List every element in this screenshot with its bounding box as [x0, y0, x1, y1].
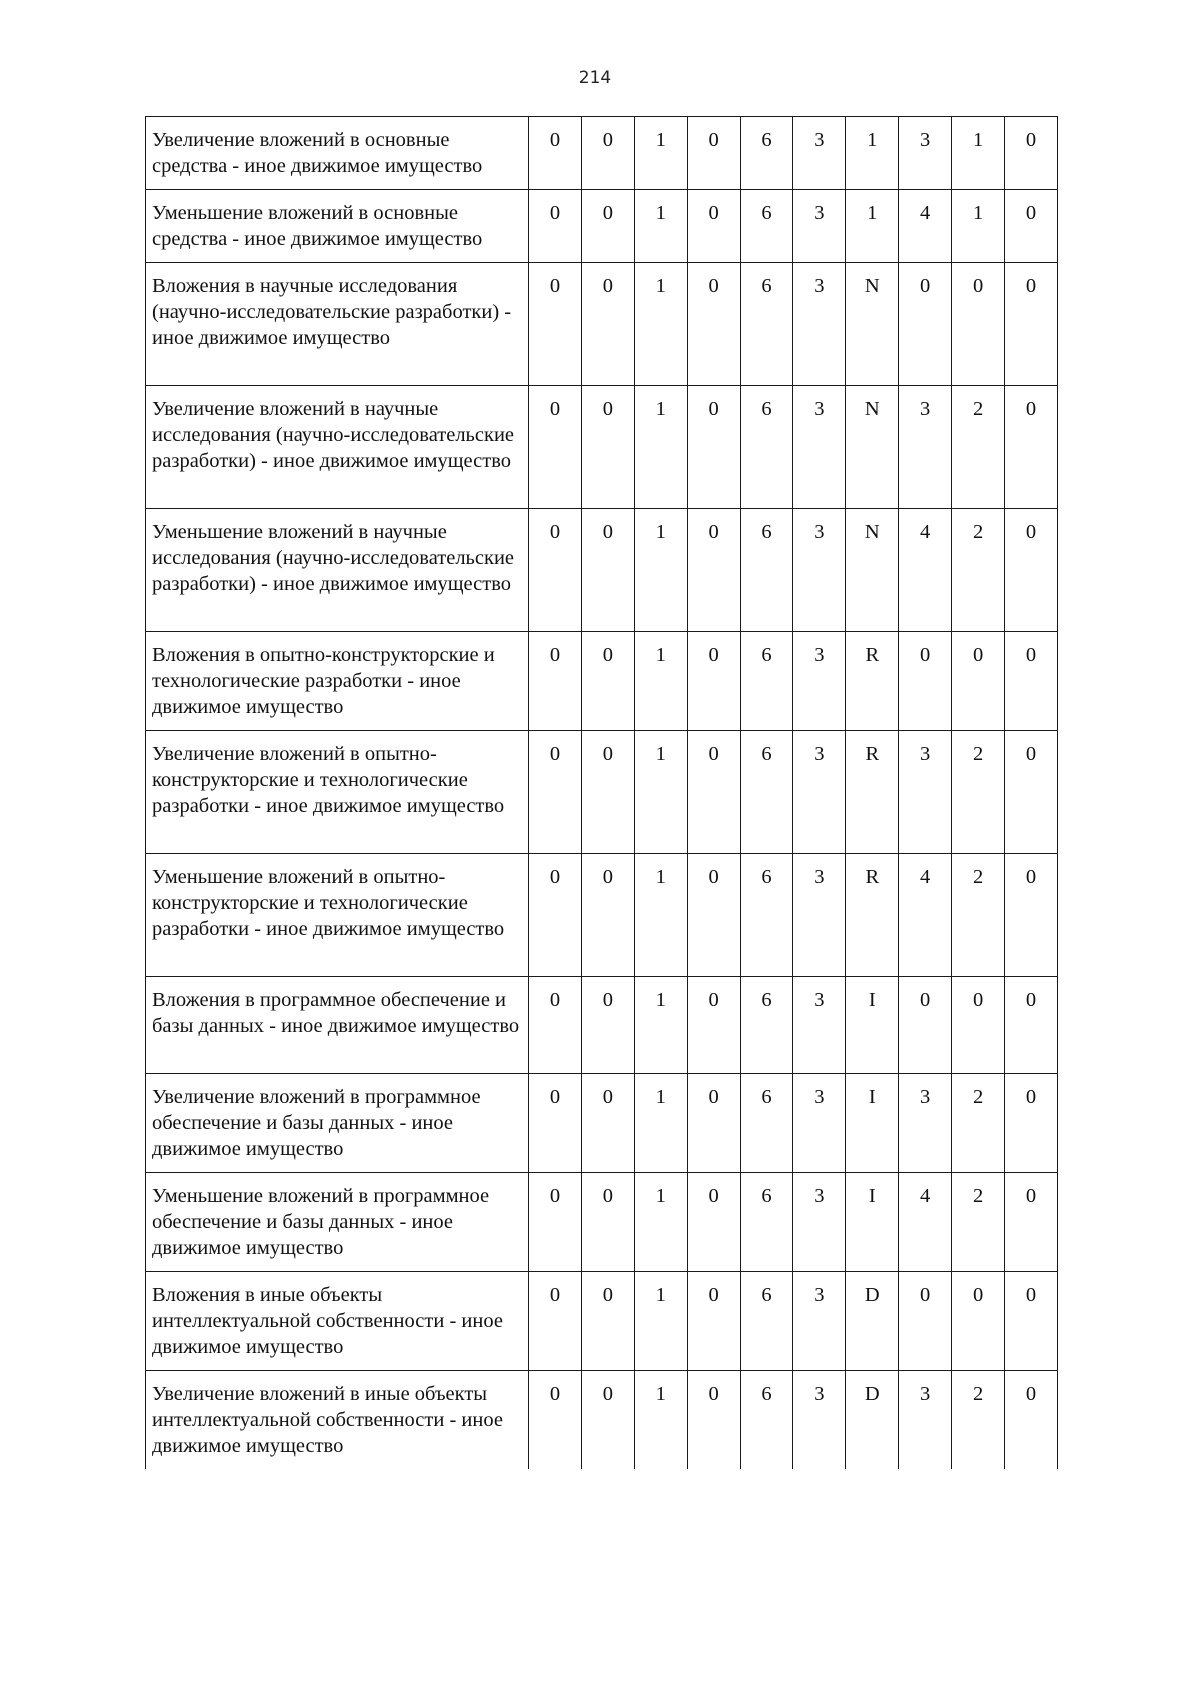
code-digit-cell: 0	[529, 386, 582, 509]
code-digit-cell: 0	[529, 1272, 582, 1371]
code-digit-cell: 0	[952, 632, 1005, 731]
code-digit-cell: 0	[529, 1371, 582, 1470]
code-digit-cell: 3	[899, 731, 952, 854]
code-digit-cell: 2	[952, 509, 1005, 632]
code-digit-cell: 0	[581, 1074, 634, 1173]
code-digit-cell: 0	[687, 854, 740, 977]
code-digit-cell: 1	[634, 1074, 687, 1173]
code-digit-cell: 0	[899, 632, 952, 731]
code-digit-cell: 0	[687, 731, 740, 854]
code-digit-cell: 3	[899, 1371, 952, 1470]
code-digit-cell: 2	[952, 1173, 1005, 1272]
code-digit-cell: 0	[687, 632, 740, 731]
code-digit-cell: 1	[634, 1371, 687, 1470]
code-digit-cell: 0	[529, 1173, 582, 1272]
row-name-cell: Увеличение вложений в основные средства - иное движимое имущество	[146, 117, 529, 190]
code-digit-cell: 1	[634, 117, 687, 190]
code-digit-cell: 2	[952, 731, 1005, 854]
code-digit-cell: R	[846, 854, 899, 977]
code-digit-cell: 1	[634, 1173, 687, 1272]
code-digit-cell: 4	[899, 509, 952, 632]
code-digit-cell: 0	[952, 977, 1005, 1074]
code-digit-cell: 0	[529, 1074, 582, 1173]
code-digit-cell: 0	[581, 263, 634, 386]
code-digit-cell: 6	[740, 632, 793, 731]
table-row	[146, 386, 1058, 509]
code-digit-cell: 6	[740, 1074, 793, 1173]
code-digit-cell: 3	[793, 190, 846, 263]
code-digit-cell: 0	[529, 731, 582, 854]
row-name-cell: Вложения в иные объекты интеллектуальной собственности - иное движимое имущество	[146, 1272, 529, 1371]
code-digit-cell: 0	[581, 632, 634, 731]
code-digit-cell: 0	[687, 1272, 740, 1371]
code-digit-cell: 1	[952, 190, 1005, 263]
code-digit-cell: 0	[687, 977, 740, 1074]
code-digit-cell: 0	[1005, 509, 1058, 632]
code-digit-cell: 0	[1005, 1074, 1058, 1173]
row-name-cell: Уменьшение вложений в опытно-конструкторские и технологические разработки - иное движимое имущество	[146, 854, 529, 977]
code-digit-cell: 3	[793, 1371, 846, 1470]
code-digit-cell: 0	[687, 1074, 740, 1173]
page-number: 214	[578, 68, 612, 88]
table-row	[146, 977, 1058, 1074]
code-digit-cell: 1	[634, 977, 687, 1074]
code-digit-cell: 3	[793, 731, 846, 854]
code-digit-cell: 3	[899, 386, 952, 509]
code-digit-cell: 4	[899, 854, 952, 977]
code-digit-cell: 3	[793, 117, 846, 190]
code-digit-cell: N	[846, 509, 899, 632]
row-name-cell: Вложения в программное обеспечение и базы данных - иное движимое имущество	[146, 977, 529, 1074]
table-row	[146, 1173, 1058, 1272]
row-name-cell: Вложения в опытно-конструкторские и технологические разработки - иное движимое имущество	[146, 632, 529, 731]
code-digit-cell: 0	[1005, 731, 1058, 854]
code-digit-cell: 0	[529, 190, 582, 263]
row-name-cell: Вложения в научные исследования (научно-исследовательские разработки) - иное движимое имущество	[146, 263, 529, 386]
code-digit-cell: 0	[529, 509, 582, 632]
code-digit-cell: 6	[740, 854, 793, 977]
code-digit-cell: 0	[581, 509, 634, 632]
code-digit-cell: 1	[634, 854, 687, 977]
code-digit-cell: 3	[793, 386, 846, 509]
code-digit-cell: 0	[899, 263, 952, 386]
code-digit-cell: 0	[529, 977, 582, 1074]
code-digit-cell: 1	[634, 1272, 687, 1371]
code-digit-cell: 0	[899, 977, 952, 1074]
code-digit-cell: 0	[1005, 854, 1058, 977]
code-digit-cell: 3	[793, 263, 846, 386]
code-digit-cell: 0	[581, 117, 634, 190]
code-digit-cell: 0	[529, 263, 582, 386]
code-digit-cell: 0	[899, 1272, 952, 1371]
table-body	[146, 117, 1058, 1470]
table-row	[146, 117, 1058, 190]
table-row	[146, 854, 1058, 977]
table-row	[146, 190, 1058, 263]
code-digit-cell: 6	[740, 386, 793, 509]
code-digit-cell: 6	[740, 190, 793, 263]
code-digit-cell: 0	[687, 263, 740, 386]
code-digit-cell: 0	[529, 632, 582, 731]
code-digit-cell: 3	[793, 509, 846, 632]
table-row	[146, 509, 1058, 632]
code-digit-cell: 0	[581, 854, 634, 977]
code-digit-cell: 3	[793, 1272, 846, 1371]
row-name-cell: Увеличение вложений в иные объекты интеллектуальной собственности - иное движимое имущество	[146, 1371, 529, 1470]
code-digit-cell: 0	[1005, 632, 1058, 731]
code-digit-cell: I	[846, 977, 899, 1074]
code-digit-cell: 6	[740, 1173, 793, 1272]
code-digit-cell: 0	[581, 1173, 634, 1272]
code-digit-cell: 1	[634, 263, 687, 386]
code-digit-cell: 0	[952, 1272, 1005, 1371]
table-row	[146, 632, 1058, 731]
code-digit-cell: 6	[740, 977, 793, 1074]
code-digit-cell: N	[846, 263, 899, 386]
code-digit-cell: 1	[846, 190, 899, 263]
code-digit-cell: 4	[899, 1173, 952, 1272]
code-digit-cell: 0	[1005, 386, 1058, 509]
code-digit-cell: 6	[740, 731, 793, 854]
row-name-cell: Уменьшение вложений в научные исследования (научно-исследовательские разработки) - иное движимое имущество	[146, 509, 529, 632]
code-digit-cell: 3	[899, 117, 952, 190]
code-digit-cell: D	[846, 1272, 899, 1371]
code-digit-cell: 0	[687, 190, 740, 263]
code-digit-cell: 0	[1005, 190, 1058, 263]
code-digit-cell: 2	[952, 854, 1005, 977]
code-digit-cell: 3	[793, 1074, 846, 1173]
code-digit-cell: 2	[952, 1074, 1005, 1173]
code-digit-cell: 1	[634, 632, 687, 731]
code-digit-cell: 0	[687, 1173, 740, 1272]
code-digit-cell: 1	[634, 731, 687, 854]
code-digit-cell: 0	[1005, 1173, 1058, 1272]
row-name-cell: Уменьшение вложений в программное обеспечение и базы данных - иное движимое имущество	[146, 1173, 529, 1272]
code-digit-cell: I	[846, 1074, 899, 1173]
row-name-cell: Уменьшение вложений в основные средства - иное движимое имущество	[146, 190, 529, 263]
code-digit-cell: N	[846, 386, 899, 509]
code-digit-cell: 0	[687, 509, 740, 632]
code-digit-cell: 0	[687, 386, 740, 509]
code-digit-cell: R	[846, 731, 899, 854]
code-digit-cell: 1	[634, 509, 687, 632]
code-digit-cell: 0	[1005, 1272, 1058, 1371]
code-digit-cell: 3	[793, 632, 846, 731]
code-digit-cell: D	[846, 1371, 899, 1470]
row-name-cell: Увеличение вложений в опытно-конструкторские и технологические разработки - иное движимое имущество	[146, 731, 529, 854]
code-digit-cell: 2	[952, 386, 1005, 509]
code-digit-cell: 0	[1005, 1371, 1058, 1470]
table-row	[146, 1272, 1058, 1371]
code-digit-cell: 6	[740, 263, 793, 386]
code-digit-cell: I	[846, 1173, 899, 1272]
code-digit-cell: 4	[899, 190, 952, 263]
code-digit-cell: 1	[634, 386, 687, 509]
account-codes-table	[145, 116, 1058, 1469]
code-digit-cell: 2	[952, 1371, 1005, 1470]
code-digit-cell: 0	[581, 1272, 634, 1371]
code-digit-cell: 0	[687, 117, 740, 190]
code-digit-cell: 6	[740, 1272, 793, 1371]
code-digit-cell: 1	[846, 117, 899, 190]
code-digit-cell: 0	[581, 386, 634, 509]
code-digit-cell: 0	[952, 263, 1005, 386]
code-digit-cell: 0	[687, 1371, 740, 1470]
table-row	[146, 1074, 1058, 1173]
code-digit-cell: 0	[581, 731, 634, 854]
table-row	[146, 1371, 1058, 1470]
code-digit-cell: 0	[581, 190, 634, 263]
code-digit-cell: 0	[581, 977, 634, 1074]
table-row	[146, 731, 1058, 854]
code-digit-cell: 0	[1005, 977, 1058, 1074]
code-digit-cell: R	[846, 632, 899, 731]
code-digit-cell: 0	[1005, 117, 1058, 190]
table-row	[146, 263, 1058, 386]
code-digit-cell: 0	[529, 854, 582, 977]
code-digit-cell: 6	[740, 509, 793, 632]
code-digit-cell: 6	[740, 117, 793, 190]
row-name-cell: Увеличение вложений в программное обеспечение и базы данных - иное движимое имущество	[146, 1074, 529, 1173]
code-digit-cell: 0	[581, 1371, 634, 1470]
code-digit-cell: 0	[529, 117, 582, 190]
code-digit-cell: 3	[793, 854, 846, 977]
row-name-cell: Увеличение вложений в научные исследования (научно-исследовательские разработки) - иное движимое имущество	[146, 386, 529, 509]
code-digit-cell: 6	[740, 1371, 793, 1470]
code-digit-cell: 3	[793, 977, 846, 1074]
code-digit-cell: 1	[952, 117, 1005, 190]
code-digit-cell: 1	[634, 190, 687, 263]
code-digit-cell: 3	[899, 1074, 952, 1173]
code-digit-cell: 0	[1005, 263, 1058, 386]
code-digit-cell: 3	[793, 1173, 846, 1272]
